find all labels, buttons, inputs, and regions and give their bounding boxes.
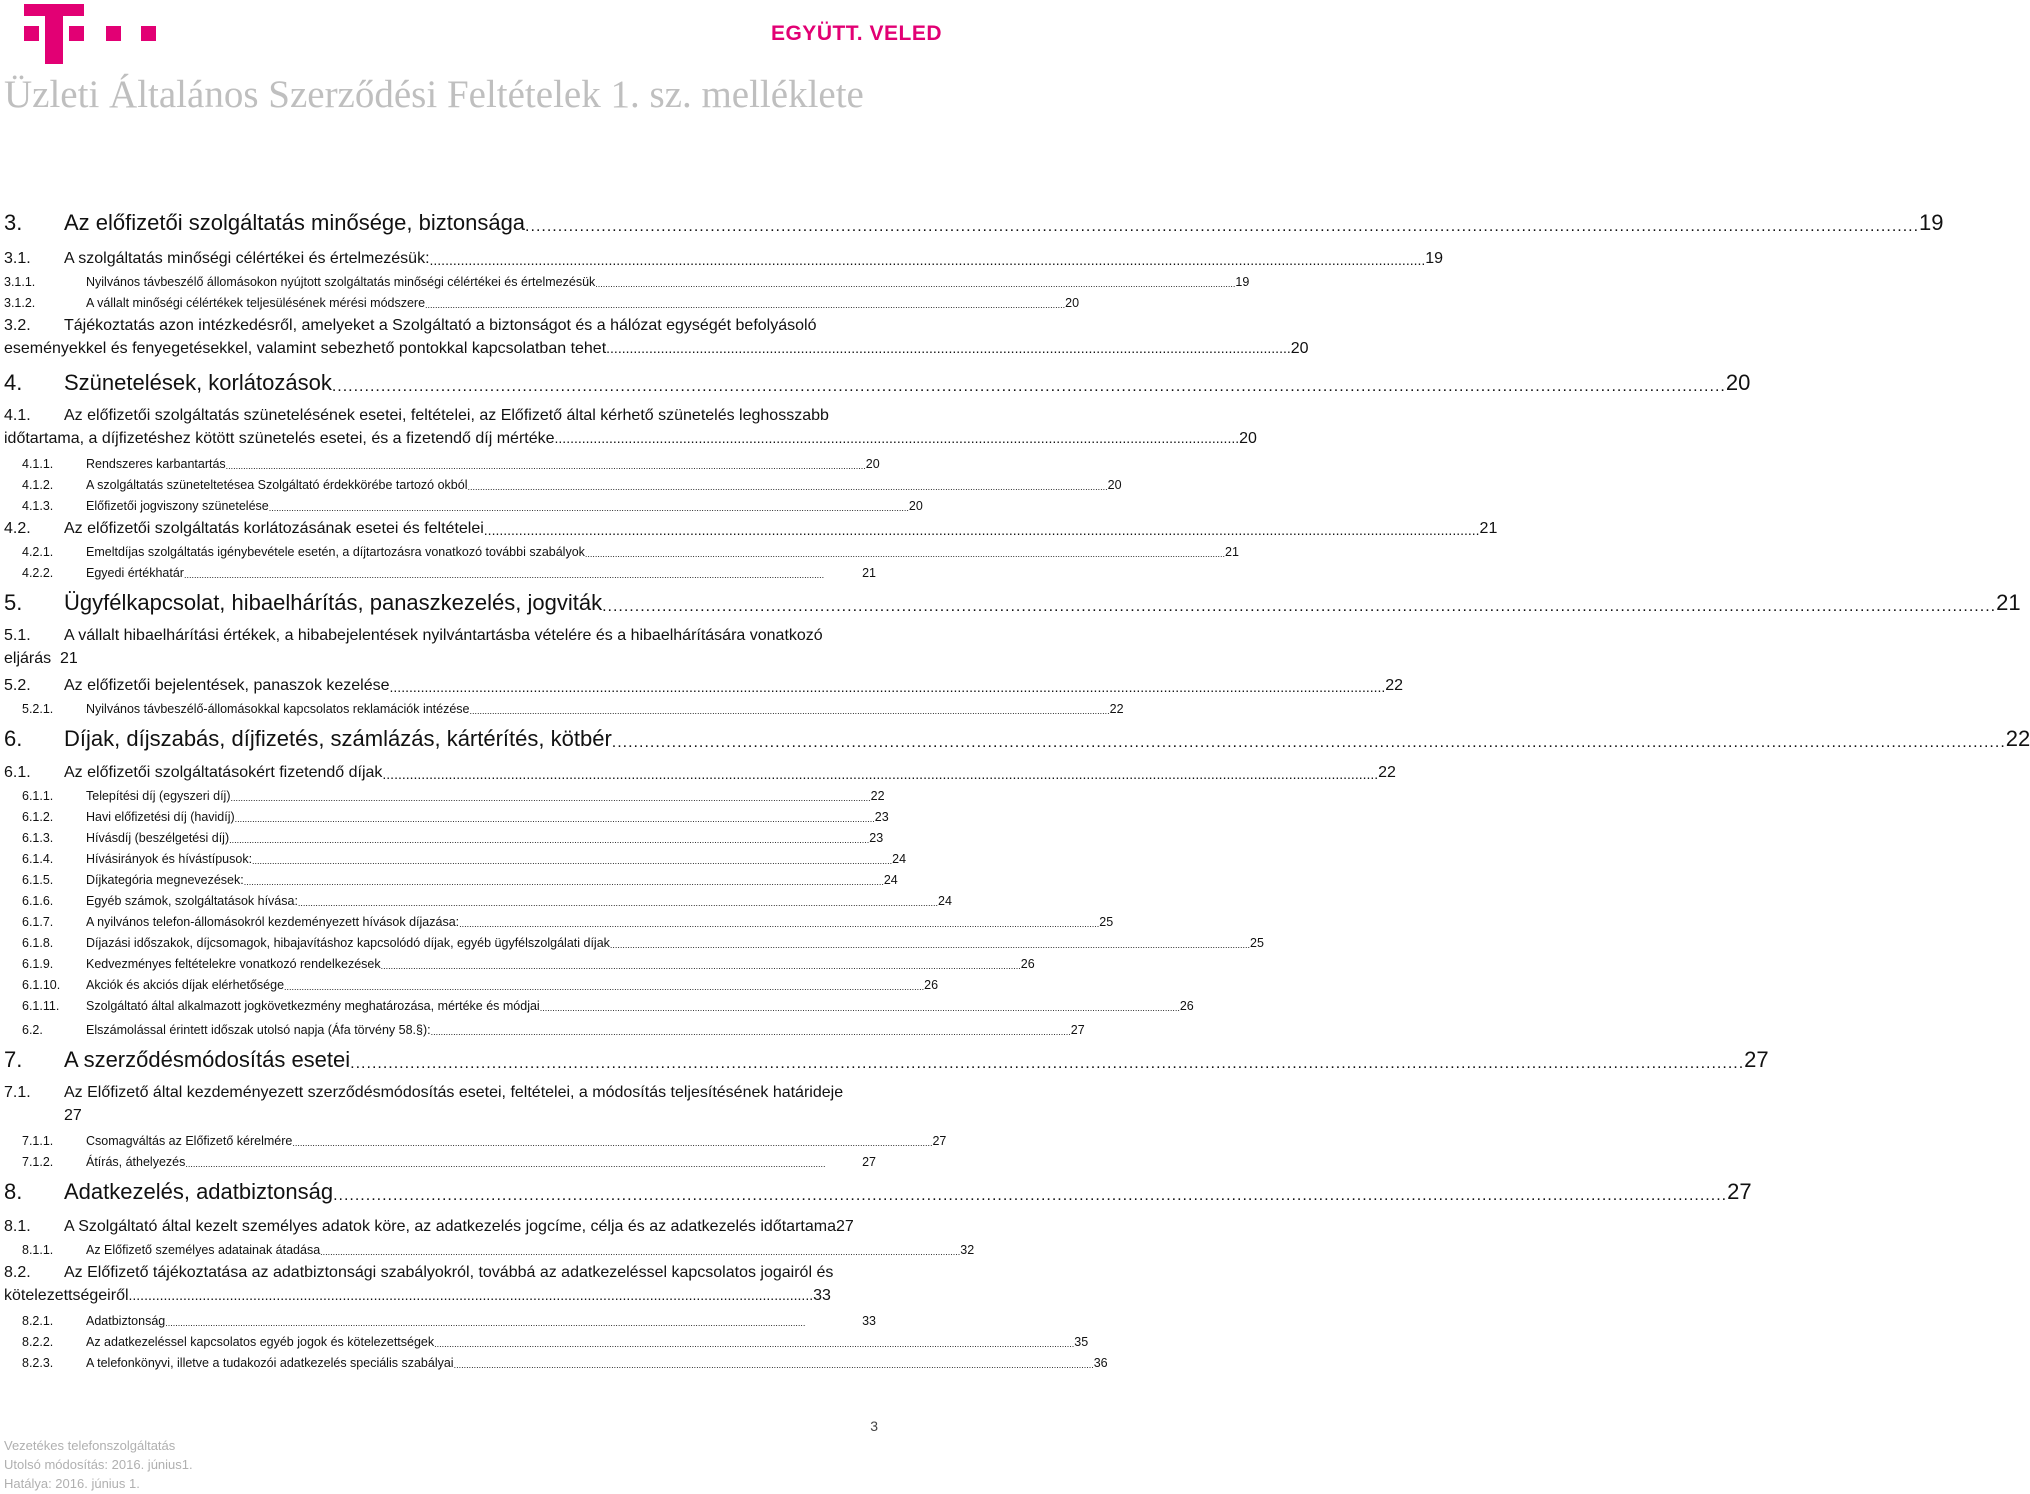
toc-text: Átírás, áthelyezés <box>86 1155 186 1169</box>
toc-page: 20 <box>865 457 880 471</box>
toc-page: 36 <box>1093 1356 1108 1370</box>
toc-entry-3-1-1[interactable] <box>0 268 1250 289</box>
toc-number: 5.2. <box>4 677 31 694</box>
toc-text: Az előfizetői szolgáltatás korlátozásának esetei és feltételei <box>64 520 484 537</box>
toc-page: 21 <box>60 650 78 667</box>
toc-entry-5-2[interactable] <box>0 670 1404 695</box>
toc-leader <box>595 279 1235 289</box>
toc-entry-3-1-2[interactable] <box>0 289 1080 310</box>
toc-page: 21 <box>862 566 876 580</box>
toc-leader <box>612 734 2006 752</box>
toc-entry-8-1[interactable] <box>0 1205 960 1236</box>
toc-entry-3[interactable] <box>0 200 1944 236</box>
toc-leader <box>606 337 1291 360</box>
toc-leader <box>226 461 866 471</box>
toc-number: 6.1.2. <box>22 810 54 824</box>
toc-entry-8-2-3[interactable] <box>0 1349 1108 1370</box>
toc-leader <box>284 982 924 992</box>
toc-entry-6-1-5[interactable] <box>0 866 960 887</box>
toc-page: 32 <box>960 1243 975 1257</box>
toc-text: Emeltdíjas szolgáltatás igénybevétele esetén, a díjtartozásra vonatkozó további szabályok <box>86 545 585 559</box>
toc-number: 6.1.10. <box>22 978 61 992</box>
toc-entry-6-1-2[interactable] <box>0 803 960 824</box>
toc-number: 5. <box>4 590 23 615</box>
toc-number: 8.1. <box>4 1218 31 1235</box>
toc-text: A vállalt minőségi célértékek teljesülésének mérési módszere <box>86 296 426 310</box>
toc-number: 4.2.1. <box>22 545 54 559</box>
toc-page: 22 <box>1378 764 1396 781</box>
toc-entry-4-1-1[interactable] <box>0 450 960 471</box>
toc-leader <box>434 1339 1074 1349</box>
toc-entry-3-1[interactable] <box>0 236 1444 268</box>
slogan: EGYÜTT. VELED <box>770 22 942 45</box>
toc-page: 22 <box>870 789 885 803</box>
table-of-contents <box>0 200 2030 1370</box>
toc-leader <box>484 522 1480 538</box>
toc-text: Nyilvános távbeszélő-állomásokkal kapcsolatos reklamációk intézése <box>86 702 470 716</box>
toc-number: 3. <box>4 210 23 235</box>
toc-text-line2: időtartama, a díjfizetéshez kötött szünetelés esetei, és a fizetendő díj mértéke <box>4 430 555 447</box>
toc-number: 7.1. <box>4 1084 31 1101</box>
toc-number: 8.2. <box>4 1264 31 1281</box>
toc-page: 24 <box>892 852 907 866</box>
toc-text: A nyilvános telefon-állomásokról kezdeményezett hívások díjazása: <box>86 915 460 929</box>
toc-entry-3-2[interactable] <box>0 314 1309 360</box>
toc-entry-6-1-4[interactable] <box>0 845 960 866</box>
toc-page: 20 <box>1290 340 1309 357</box>
toc-number: 6. <box>4 726 23 751</box>
toc-text: Szolgáltató által alkalmazott jogkövetkezmény meghatározása, mértéke és módjai <box>86 999 540 1013</box>
toc-leader <box>332 378 1726 396</box>
toc-entry-6-1-3[interactable] <box>0 824 960 845</box>
toc-text: A Szolgáltató által kezelt személyes adatok köre, az adatkezelés jogcíme, célja és az adatkezelés időtartama <box>64 1218 836 1235</box>
toc-number: 4.2.2. <box>22 566 54 580</box>
toc-text: Nyilvános távbeszélő állomásokon nyújtott szolgáltatás minőségi célértékei és értelmezésük <box>86 275 596 289</box>
toc-number: 6.1.5. <box>22 873 54 887</box>
toc-page: 20 <box>1065 296 1080 310</box>
toc-number: 4. <box>4 370 23 395</box>
toc-entry-6-1-8[interactable] <box>0 929 1264 950</box>
toc-text: Kedvezményes feltételekre vonatkozó rendelkezések <box>86 957 381 971</box>
toc-number: 7.1.1. <box>22 1134 54 1148</box>
toc-text-line1: Tájékoztatás azon intézkedésről, amelyeket a Szolgáltató a biztonságot és a hálózat egységét befolyásoló <box>64 317 817 334</box>
toc-entry-6-1-10[interactable] <box>0 971 960 992</box>
toc-leader <box>382 766 1378 782</box>
toc-number: 4.2. <box>4 520 31 537</box>
toc-entry-6-1-9[interactable] <box>0 950 1035 971</box>
toc-number: 6.1.4. <box>22 852 54 866</box>
toc-text: Díjazási időszakok, díjcsomagok, hibajavításhoz kapcsolódó díjak, egyéb ügyfélszolgálati díjak <box>86 936 610 950</box>
page-header <box>0 0 960 130</box>
toc-entry-6-2[interactable] <box>0 1013 1085 1037</box>
toc-text: Ügyfélkapcsolat, hibaelhárítás, panaszkezelés, jogviták <box>64 590 603 615</box>
toc-entry-8[interactable] <box>0 1169 1752 1205</box>
toc-page: 27 <box>1070 1023 1085 1037</box>
toc-leader <box>540 1003 1180 1013</box>
toc-leader <box>269 503 909 513</box>
toc-leader <box>470 706 1110 716</box>
toc-number: 6.1.11. <box>22 999 60 1013</box>
toc-page: 20 <box>1239 430 1257 447</box>
toc-entry-7-1-1[interactable] <box>0 1127 960 1148</box>
toc-entry-8-2[interactable] <box>0 1261 960 1307</box>
toc-leader <box>431 1027 1071 1037</box>
toc-entry-4[interactable] <box>0 360 1751 396</box>
toc-text: Adatbiztonság <box>86 1314 166 1328</box>
toc-entry-4-2[interactable] <box>0 513 1498 538</box>
toc-page: 20 <box>1107 478 1122 492</box>
toc-leader <box>468 482 1108 492</box>
toc-page: 27 <box>835 1218 854 1235</box>
toc-number: 6.1.7. <box>22 915 54 929</box>
toc-leader <box>320 1247 960 1257</box>
toc-text: Egyéb számok, szolgáltatások hívása: <box>86 894 298 908</box>
toc-text: A szolgáltatás szüneteltetésea Szolgáltató érdekkörébe tartozó okból <box>86 478 468 492</box>
toc-page: 19 <box>1235 275 1250 289</box>
toc-leader <box>555 427 1240 450</box>
toc-leader <box>129 1284 814 1307</box>
toc-page: 22 <box>1109 702 1124 716</box>
toc-page: 21 <box>1479 520 1498 537</box>
toc-number: 8. <box>4 1179 23 1204</box>
toc-page: 26 <box>924 978 939 992</box>
toc-number: 6.1.1. <box>22 789 54 803</box>
toc-text: Rendszeres karbantartás <box>86 457 226 471</box>
toc-entry-8-2-1[interactable] <box>0 1307 960 1328</box>
footer-last-modified: Utolsó módosítás: 2016. június1. <box>4 1457 193 1472</box>
toc-text: A szerződésmódosítás esetei <box>64 1047 351 1072</box>
toc-number: 6.1.9. <box>22 957 54 971</box>
toc-leader <box>252 856 892 866</box>
telekom-logo-icon <box>24 4 164 64</box>
toc-text-line1: A vállalt hibaelhárítási értékek, a hibabejelentések nyilvántartásba vételére és a hibaelhárítására vonatkozó <box>64 627 823 644</box>
toc-number: 6.2. <box>22 1023 43 1037</box>
toc-page: 19 <box>1425 250 1444 267</box>
toc-text: Szünetelések, korlátozások <box>64 370 332 395</box>
toc-page: 25 <box>1250 936 1264 950</box>
toc-entry-8-1-1[interactable] <box>0 1236 975 1257</box>
toc-page: 23 <box>874 810 889 824</box>
toc-number: 7. <box>4 1047 23 1072</box>
toc-page: 20 <box>1725 370 1751 395</box>
toc-text-line2: eljárás <box>4 650 52 667</box>
toc-text: Az előfizetői szolgáltatás minősége, biztonsága <box>64 210 526 235</box>
toc-entry-4-1-3[interactable] <box>0 492 960 513</box>
document-title: Üzleti Általános Szerződési Feltételek 1. sz. melléklete <box>4 73 864 116</box>
toc-text: A telefonkönyvi, illetve a tudakozói adatkezelés speciális szabályai <box>86 1356 454 1370</box>
toc-leader <box>292 1138 932 1148</box>
toc-leader <box>602 598 1996 616</box>
toc-text-line1: Az előfizetői szolgáltatás szünetelésének esetei, feltételei, az Előfizető által kérhető szünetelés leghosszabb <box>64 407 829 424</box>
toc-text: Csomagváltás az Előfizető kérelmére <box>86 1134 293 1148</box>
toc-leader <box>525 218 1919 236</box>
toc-page: 20 <box>908 499 923 513</box>
toc-text-line2: 27 <box>64 1107 82 1124</box>
toc-text-line1: Az Előfizető által kezdeményezett szerződésmódosítás esetei, feltételei, a módosítás teljesítésének határideje <box>64 1084 844 1101</box>
toc-entry-4-2-1[interactable] <box>0 538 1239 559</box>
toc-number: 3.1.1. <box>4 275 36 289</box>
toc-entry-5-2-1[interactable] <box>0 695 1124 716</box>
toc-entry-5-1[interactable] <box>0 624 960 670</box>
toc-leader <box>235 814 875 824</box>
toc-entry-5[interactable] <box>0 580 2021 616</box>
toc-page: 23 <box>869 831 884 845</box>
toc-number: 4.1.3. <box>22 499 54 513</box>
toc-text: Telepítési díj (egyszeri díj) <box>86 789 231 803</box>
toc-text-line1: Az Előfizető tájékoztatása az adatbiztonsági szabályokról, továbbá az adatkezeléssel kapcsolatos jogairól és <box>64 1264 834 1281</box>
toc-leader <box>381 961 1021 971</box>
toc-number: 8.2.2. <box>22 1335 54 1349</box>
toc-text: Díjak, díjszabás, díjfizetés, számlázás, kártérítés, kötbér <box>64 726 612 751</box>
toc-leader <box>229 835 869 845</box>
toc-leader <box>454 1360 1094 1370</box>
toc-number: 6.1.3. <box>22 831 54 845</box>
toc-text: Hívásirányok és hívástípusok: <box>86 852 253 866</box>
toc-leader <box>610 940 1250 950</box>
toc-number: 6.1.6. <box>22 894 54 908</box>
toc-text: Az Előfizető személyes adatainak átadása <box>86 1243 321 1257</box>
toc-entry-6-1-1[interactable] <box>0 782 960 803</box>
toc-text-line2: eseményekkel és fenyegetésekkel, valamint sebezhető pontokkal kapcsolatban tehet <box>4 340 607 357</box>
toc-leader <box>185 1159 862 1169</box>
toc-text: Az adatkezeléssel kapcsolatos egyéb jogok és kötelezettségek <box>86 1335 435 1349</box>
toc-number: 5.2.1. <box>22 702 54 716</box>
toc-page: 33 <box>862 1314 876 1328</box>
toc-page: 22 <box>1385 677 1404 694</box>
toc-text: A szolgáltatás minőségi célértékei és értelmezésük: <box>64 250 430 267</box>
footer-effective-date: Hatálya: 2016. június 1. <box>4 1476 140 1491</box>
toc-page: 27 <box>932 1134 947 1148</box>
toc-page: 24 <box>938 894 952 908</box>
toc-entry-6-1-6[interactable] <box>0 887 960 908</box>
toc-entry-7-1-2[interactable] <box>0 1148 960 1169</box>
toc-entry-4-1-2[interactable] <box>0 471 1122 492</box>
toc-text: Előfizetői jogviszony szünetelése <box>86 499 269 513</box>
toc-number: 5.1. <box>4 627 31 644</box>
toc-number: 3.1.2. <box>4 296 36 310</box>
toc-page: 22 <box>2005 726 2030 751</box>
toc-page: 35 <box>1074 1335 1089 1349</box>
toc-leader <box>425 300 1065 310</box>
toc-entry-7-1[interactable] <box>0 1081 960 1127</box>
toc-number: 8.1.1. <box>22 1243 54 1257</box>
toc-leader <box>390 679 1386 695</box>
toc-page: 25 <box>1099 915 1114 929</box>
toc-page: 21 <box>1996 590 2021 615</box>
toc-entry-6-1[interactable] <box>0 752 1396 782</box>
toc-entry-4-1[interactable] <box>0 404 1257 450</box>
toc-page: 33 <box>813 1287 831 1304</box>
toc-text: Az előfizetői szolgáltatásokért fizetendő díjak <box>64 764 383 781</box>
toc-page: 27 <box>1744 1047 1769 1072</box>
toc-number: 4.1.2. <box>22 478 54 492</box>
toc-leader <box>231 793 871 803</box>
toc-text: Az előfizetői bejelentések, panaszok kezelése <box>64 677 390 694</box>
toc-page: 27 <box>1727 1179 1752 1204</box>
toc-page: 19 <box>1919 210 1944 235</box>
toc-page: 24 <box>883 873 898 887</box>
toc-leader <box>333 1187 1727 1205</box>
toc-leader <box>430 252 1426 268</box>
toc-text-line2: kötelezettségeiről <box>4 1287 129 1304</box>
toc-leader <box>298 898 938 908</box>
toc-entry-8-2-2[interactable] <box>0 1328 1089 1349</box>
toc-text: Havi előfizetési díj (havidíj) <box>86 810 235 824</box>
toc-text: Hívásdíj (beszélgetési díj) <box>86 831 230 845</box>
toc-entry-6-1-7[interactable] <box>0 908 1114 929</box>
toc-number: 6.1.8. <box>22 936 54 950</box>
toc-entry-6[interactable] <box>0 716 2030 752</box>
toc-number: 6.1. <box>4 764 31 781</box>
toc-leader <box>350 1055 1744 1073</box>
toc-text: Adatkezelés, adatbiztonság <box>64 1179 334 1204</box>
toc-number: 7.1.2. <box>22 1155 54 1169</box>
toc-number: 4.1.1. <box>22 457 54 471</box>
toc-entry-7[interactable] <box>0 1037 1769 1073</box>
toc-page: 21 <box>1225 545 1239 559</box>
toc-text: Akciók és akciós díjak elérhetősége <box>86 978 285 992</box>
toc-number: 3.1. <box>4 250 31 267</box>
toc-entry-4-2-2[interactable] <box>0 559 960 580</box>
toc-leader <box>184 570 862 580</box>
toc-number: 8.2.1. <box>22 1314 54 1328</box>
toc-leader <box>459 919 1099 929</box>
page-footer <box>4 1436 193 1493</box>
footer-service: Vezetékes telefonszolgáltatás <box>4 1438 176 1453</box>
toc-page: 26 <box>1020 957 1035 971</box>
toc-text: Díjkategória megnevezések: <box>86 873 244 887</box>
toc-number: 8.2.3. <box>22 1356 54 1370</box>
toc-leader <box>244 877 884 887</box>
toc-text: Elszámolással érintett időszak utolsó napja (Áfa törvény 58.§): <box>86 1023 431 1037</box>
toc-number: 4.1. <box>4 407 31 424</box>
toc-leader <box>585 549 1225 559</box>
toc-page: 26 <box>1179 999 1194 1013</box>
toc-page: 27 <box>862 1155 876 1169</box>
toc-number: 3.2. <box>4 317 31 334</box>
toc-leader <box>165 1318 862 1328</box>
page-number: 3 <box>870 1418 878 1434</box>
toc-entry-6-1-11[interactable] <box>0 992 1194 1013</box>
toc-text: Egyedi értékhatár <box>86 566 184 580</box>
